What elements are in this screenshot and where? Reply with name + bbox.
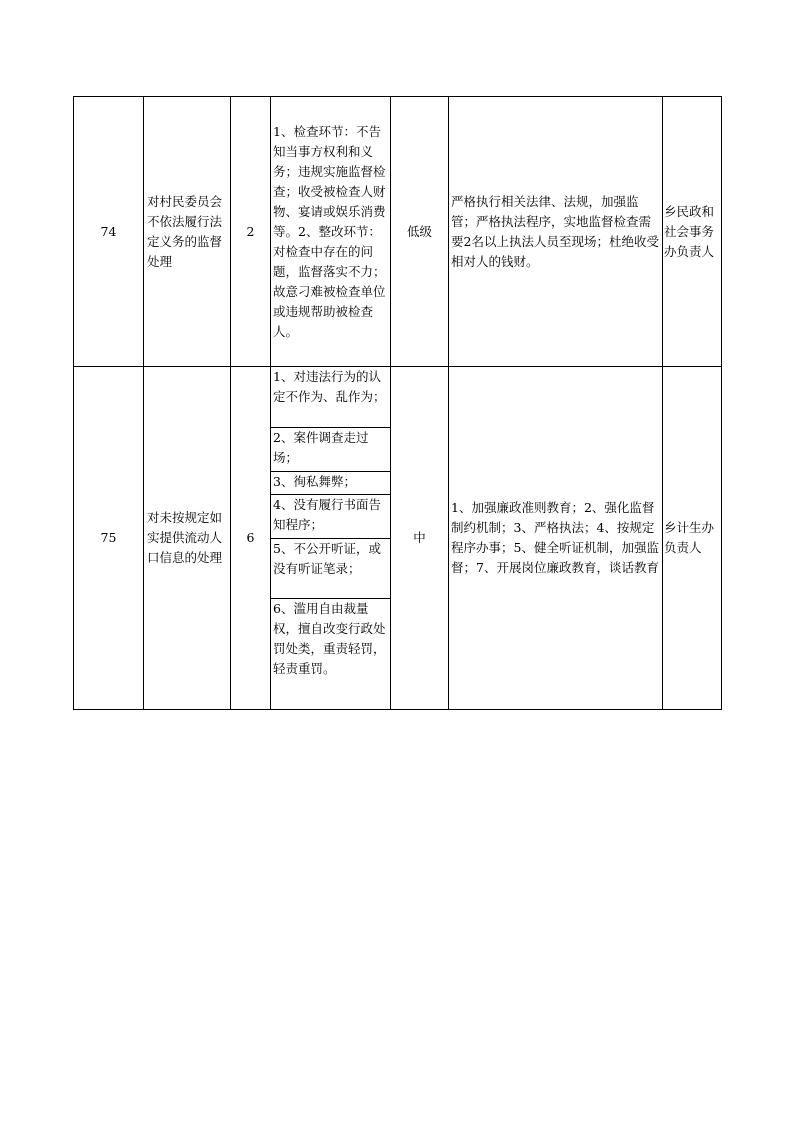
risk-points-list <box>271 367 390 708</box>
responsible-person: 乡民政和社会事务办负责人 <box>663 97 722 367</box>
risk-point: 1、检查环节：不告知当事方权利和义务；违规实施监督检查；收受被检查人财物、宴请或娱乐消费等。2、整改环节：对检查中存在的问题，监督落实不力；故意刁难被检查单位或违规帮助被检查人。 <box>273 123 386 339</box>
risk-level: 中 <box>391 367 449 710</box>
risk-point: 5、不公开听证，或没有听证笔录； <box>271 538 390 598</box>
item-name: 对未按规定如实提供流动人口信息的处理 <box>144 367 231 710</box>
risk-point: 6、滥用自由裁量权，擅自改变行政处罚处类，重责轻罚，轻责重罚。 <box>273 600 386 676</box>
risk-point: 2、案件调查走过场； <box>271 427 390 471</box>
risk-points <box>271 97 391 367</box>
responsible-person: 乡计生办负责人 <box>663 367 722 710</box>
item-name: 对村民委员会不依法履行法定义务的监督处理 <box>144 97 231 367</box>
risk-point: 1、对违法行为的认定不作为、乱作为； <box>271 367 390 427</box>
risk-table <box>73 96 722 710</box>
prevention-measures: 1、加强廉政准则教育；2、强化监督制约机制；3、严格执法；4、按规定程序办事；5、健全听证机制，加强监督；7、开展岗位廉政教育，谈话教育 <box>449 367 663 710</box>
table-row <box>74 97 722 367</box>
risk-points <box>271 367 391 710</box>
risk-count: 2 <box>231 97 271 367</box>
risk-point: 3、徇私舞弊； <box>271 471 390 494</box>
risk-count: 6 <box>231 367 271 710</box>
row-number: 74 <box>74 97 144 367</box>
risk-level: 低级 <box>391 97 449 367</box>
row-number: 75 <box>74 367 144 710</box>
risk-point: 4、没有履行书面告知程序； <box>271 494 390 538</box>
prevention-measures: 严格执行相关法律、法规，加强监管；严格执法程序，实地监督检查需要2名以上执法人员至现场；杜绝收受相对人的钱财。 <box>449 97 663 367</box>
table-row <box>74 367 722 710</box>
